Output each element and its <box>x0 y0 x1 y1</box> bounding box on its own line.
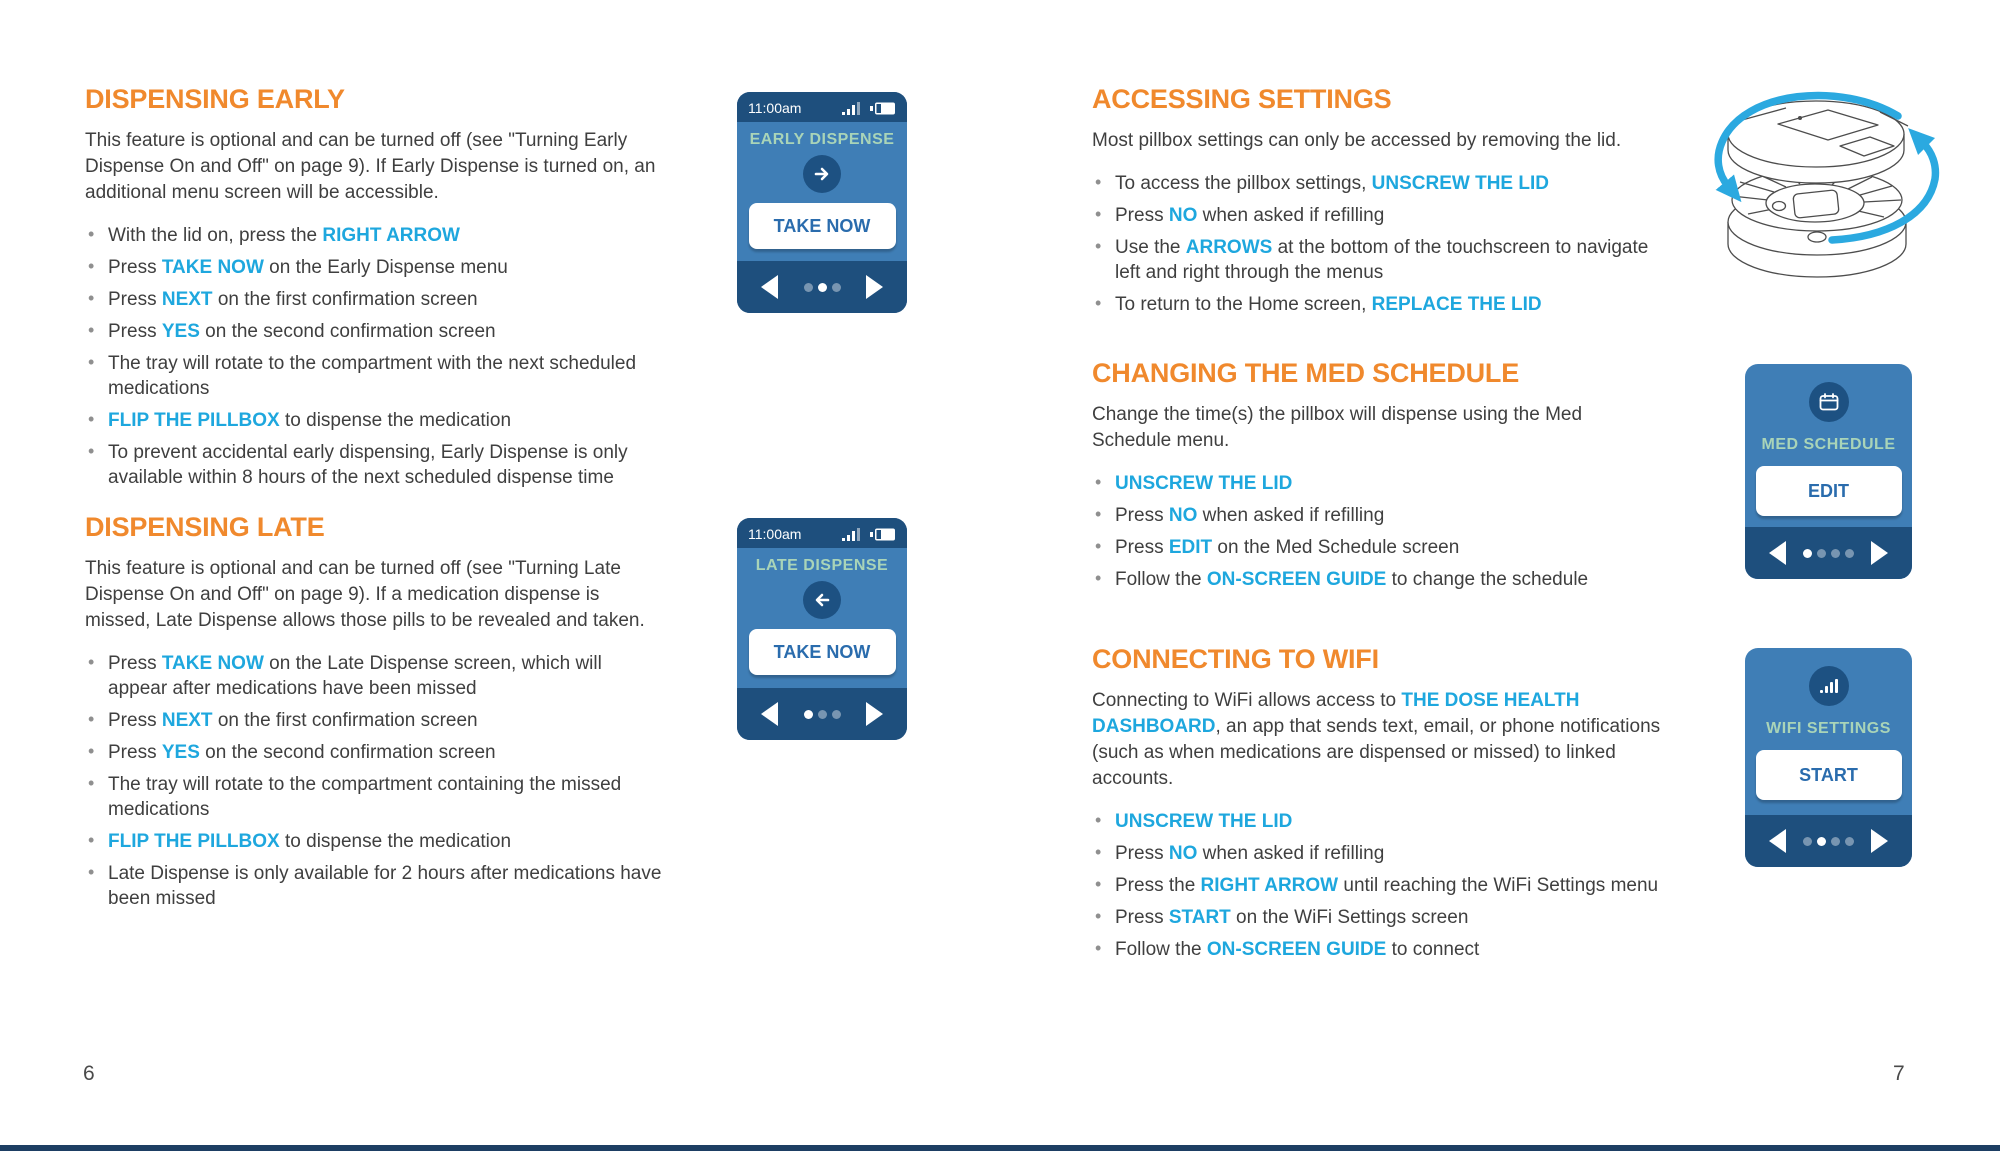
page-indicator-dot <box>1803 837 1812 846</box>
page-indicator-dots <box>1803 837 1854 846</box>
status-bar <box>737 518 907 548</box>
nav-right-arrow-icon <box>866 275 883 299</box>
nav-bar <box>1745 527 1912 579</box>
section-dispensing-early <box>85 84 663 497</box>
bullet-item: • FLIP THE PILLBOX to dispense the medication <box>85 829 663 854</box>
keyword-highlight: UNSCREW THE LID <box>1115 473 1293 494</box>
bullet-item: • To access the pillbox settings, UNSCREW THE LID <box>1092 171 1662 196</box>
keyword-highlight: NO <box>1168 205 1198 226</box>
arrow-right-icon <box>803 155 841 193</box>
page-indicator-dot <box>1831 837 1840 846</box>
section-connecting-to-wifi <box>1092 644 1662 969</box>
bullet-item: • Press NO when asked if refilling <box>1092 841 1662 866</box>
screen <box>737 122 907 261</box>
keyword-highlight: NO <box>1168 505 1198 526</box>
signal-strength-icon <box>842 101 864 115</box>
section-changing-med-schedule <box>1092 358 1662 599</box>
page-indicator-dot <box>1845 837 1854 846</box>
keyword-highlight: RIGHT ARROW <box>1200 875 1339 896</box>
section-intro: This feature is optional and can be turned off (see "Turning Early Dispense On and Off" on page 9). If Early Dispense is turned on, an additional menu screen will be accessible. <box>85 130 656 203</box>
battery-icon <box>870 528 896 541</box>
bullet-item: • Press TAKE NOW on the Early Dispense menu <box>85 255 663 280</box>
keyword-highlight: EDIT <box>1168 537 1213 558</box>
page-indicator-dot <box>1845 549 1854 558</box>
screen-title: LATE DISPENSE <box>755 557 889 574</box>
keyword-highlight: START <box>1168 907 1231 928</box>
edit-button: EDIT <box>1756 466 1902 516</box>
bullet-item: • FLIP THE PILLBOX to dispense the medication <box>85 408 663 433</box>
take-now-button: TAKE NOW <box>749 629 896 675</box>
status-time: 11:00am <box>748 526 802 542</box>
bullet-item: • The tray will rotate to the compartment containing the missed medications <box>85 772 663 822</box>
nav-right-arrow-icon <box>1871 541 1888 565</box>
keyword-highlight: ARROWS <box>1185 237 1273 258</box>
bullet-list <box>85 651 663 911</box>
section-intro: This feature is optional and can be turned off (see "Turning Late Dispense On and Off" on page 9). If a medication dispense is missed, Late Dispense allows those pills to be revealed and taken. <box>85 558 645 631</box>
screenshot-med-schedule <box>1745 364 1912 579</box>
nav-right-arrow-icon <box>1871 829 1888 853</box>
bullet-item: • With the lid on, press the RIGHT ARROW <box>85 223 663 248</box>
keyword-highlight: NEXT <box>161 289 213 310</box>
take-now-button: TAKE NOW <box>749 203 896 249</box>
screenshot-early-dispense <box>737 92 907 313</box>
page-indicator-dot <box>1817 549 1826 558</box>
nav-left-arrow-icon <box>1769 829 1786 853</box>
screen-title: MED SCHEDULE <box>1761 436 1896 453</box>
page-indicator-dot <box>818 710 827 719</box>
bullet-item: • Press TAKE NOW on the Late Dispense screen, which will appear after medications have been missed <box>85 651 663 701</box>
signal-strength-icon <box>842 527 864 541</box>
nav-left-arrow-icon <box>1769 541 1786 565</box>
keyword-highlight: RIGHT ARROW <box>322 225 460 246</box>
signal-bars-icon <box>1809 666 1849 706</box>
page-indicator-dot <box>1817 837 1826 846</box>
bullet-item: • Press the RIGHT ARROW until reaching the WiFi Settings menu <box>1092 873 1662 898</box>
keyword-highlight: REPLACE THE LID <box>1371 294 1542 315</box>
bullet-item: • Press NO when asked if refilling <box>1092 203 1662 228</box>
keyword-highlight: UNSCREW THE LID <box>1371 173 1549 194</box>
keyword-highlight: ON-SCREEN GUIDE <box>1206 569 1387 590</box>
keyword-highlight: NEXT <box>161 710 213 731</box>
section-accessing-settings <box>1092 84 1662 324</box>
status-bar <box>737 92 907 122</box>
bullet-item: • Press NEXT on the first confirmation screen <box>85 287 663 312</box>
screenshot-late-dispense <box>737 518 907 740</box>
section-intro: Most pillbox settings can only be accessed by removing the lid. <box>1092 130 1622 151</box>
keyword-highlight: THE DOSE HEALTH DASHBOARD <box>1092 690 1580 737</box>
section-intro: Change the time(s) the pillbox will dispense using the Med Schedule menu. <box>1092 404 1583 451</box>
bullet-item: • Press YES on the second confirmation screen <box>85 740 663 765</box>
bullet-item: • Press START on the WiFi Settings screen <box>1092 905 1662 930</box>
pillbox-unscrew-illustration <box>1682 74 1954 292</box>
page-indicator-dot <box>818 283 827 292</box>
bullet-item: • Follow the ON-SCREEN GUIDE to connect <box>1092 937 1662 962</box>
bullet-item: • Use the ARROWS at the bottom of the touchscreen to navigate left and right through the menus <box>1092 235 1662 285</box>
screen <box>1745 364 1912 527</box>
section-dispensing-late <box>85 512 663 918</box>
keyword-highlight: ON-SCREEN GUIDE <box>1206 939 1387 960</box>
bullet-item: • The tray will rotate to the compartment with the next scheduled medications <box>85 351 663 401</box>
nav-right-arrow-icon <box>866 702 883 726</box>
page-indicator-dots <box>1803 549 1854 558</box>
keyword-highlight: FLIP THE PILLBOX <box>108 831 280 852</box>
bullet-item <box>1092 809 1662 834</box>
footer-strip <box>0 1145 2000 1151</box>
nav-bar <box>737 688 907 740</box>
section-title-accessing-settings: ACCESSING SETTINGS <box>1092 84 1392 114</box>
nav-bar <box>737 261 907 313</box>
screen <box>1745 648 1912 815</box>
status-time: 11:00am <box>748 100 802 116</box>
page-indicator-dot <box>1831 549 1840 558</box>
battery-icon <box>870 102 896 115</box>
keyword-highlight: TAKE NOW <box>161 653 264 674</box>
bullet-item: • Follow the ON-SCREEN GUIDE to change the schedule <box>1092 567 1662 592</box>
calendar-icon <box>1809 382 1849 422</box>
bullet-list <box>1092 471 1662 592</box>
section-title-dispensing-late: DISPENSING LATE <box>85 512 325 542</box>
keyword-highlight: NO <box>1168 843 1198 864</box>
keyword-highlight: TAKE NOW <box>161 257 264 278</box>
page-indicator-dot <box>1803 549 1812 558</box>
bullet-item: • Late Dispense is only available for 2 hours after medications have been missed <box>85 861 663 911</box>
bullet-item: • Press NO when asked if refilling <box>1092 503 1662 528</box>
bullet-item: • To return to the Home screen, REPLACE THE LID <box>1092 292 1662 317</box>
nav-bar <box>1745 815 1912 867</box>
page-indicator-dots <box>804 710 841 719</box>
bullet-item: • Press EDIT on the Med Schedule screen <box>1092 535 1662 560</box>
page-number-right: 7 <box>1893 1062 1905 1085</box>
section-intro: Connecting to WiFi allows access to THE DOSE HEALTH DASHBOARD, an app that sends text, email, or phone notifications (such as when medications are dispensed or missed) to linked accounts. <box>1092 690 1661 789</box>
arrow-left-icon <box>803 581 841 619</box>
page-number-left: 6 <box>83 1062 95 1085</box>
start-button: START <box>1756 750 1902 800</box>
page-indicator-dots <box>804 283 841 292</box>
bullet-item: • Press NEXT on the first confirmation screen <box>85 708 663 733</box>
page-indicator-dot <box>832 710 841 719</box>
section-title-dispensing-early: DISPENSING EARLY <box>85 84 345 114</box>
bullet-item <box>1092 471 1662 496</box>
keyword-highlight: YES <box>161 321 200 342</box>
keyword-highlight: UNSCREW THE LID <box>1115 811 1293 832</box>
section-title-changing-med-schedule: CHANGING THE MED SCHEDULE <box>1092 358 1520 388</box>
bullet-list <box>85 223 663 490</box>
page-indicator-dot <box>832 283 841 292</box>
keyword-highlight: FLIP THE PILLBOX <box>108 410 280 431</box>
page-indicator-dot <box>804 283 813 292</box>
bullet-item: • Press YES on the second confirmation screen <box>85 319 663 344</box>
keyword-highlight: YES <box>161 742 200 763</box>
section-title-connecting-to-wifi: CONNECTING TO WIFI <box>1092 644 1379 674</box>
nav-left-arrow-icon <box>761 275 778 299</box>
bullet-list <box>1092 809 1662 962</box>
nav-left-arrow-icon <box>761 702 778 726</box>
screen <box>737 548 907 688</box>
page-indicator-dot <box>804 710 813 719</box>
bullet-list <box>1092 171 1662 317</box>
screenshot-wifi-settings <box>1745 648 1912 867</box>
bullet-item: • To prevent accidental early dispensing, Early Dispense is only available within 8 hours of the next scheduled dispense time <box>85 440 663 490</box>
screen-title: EARLY DISPENSE <box>749 131 895 148</box>
screen-title: WIFI SETTINGS <box>1766 720 1891 737</box>
